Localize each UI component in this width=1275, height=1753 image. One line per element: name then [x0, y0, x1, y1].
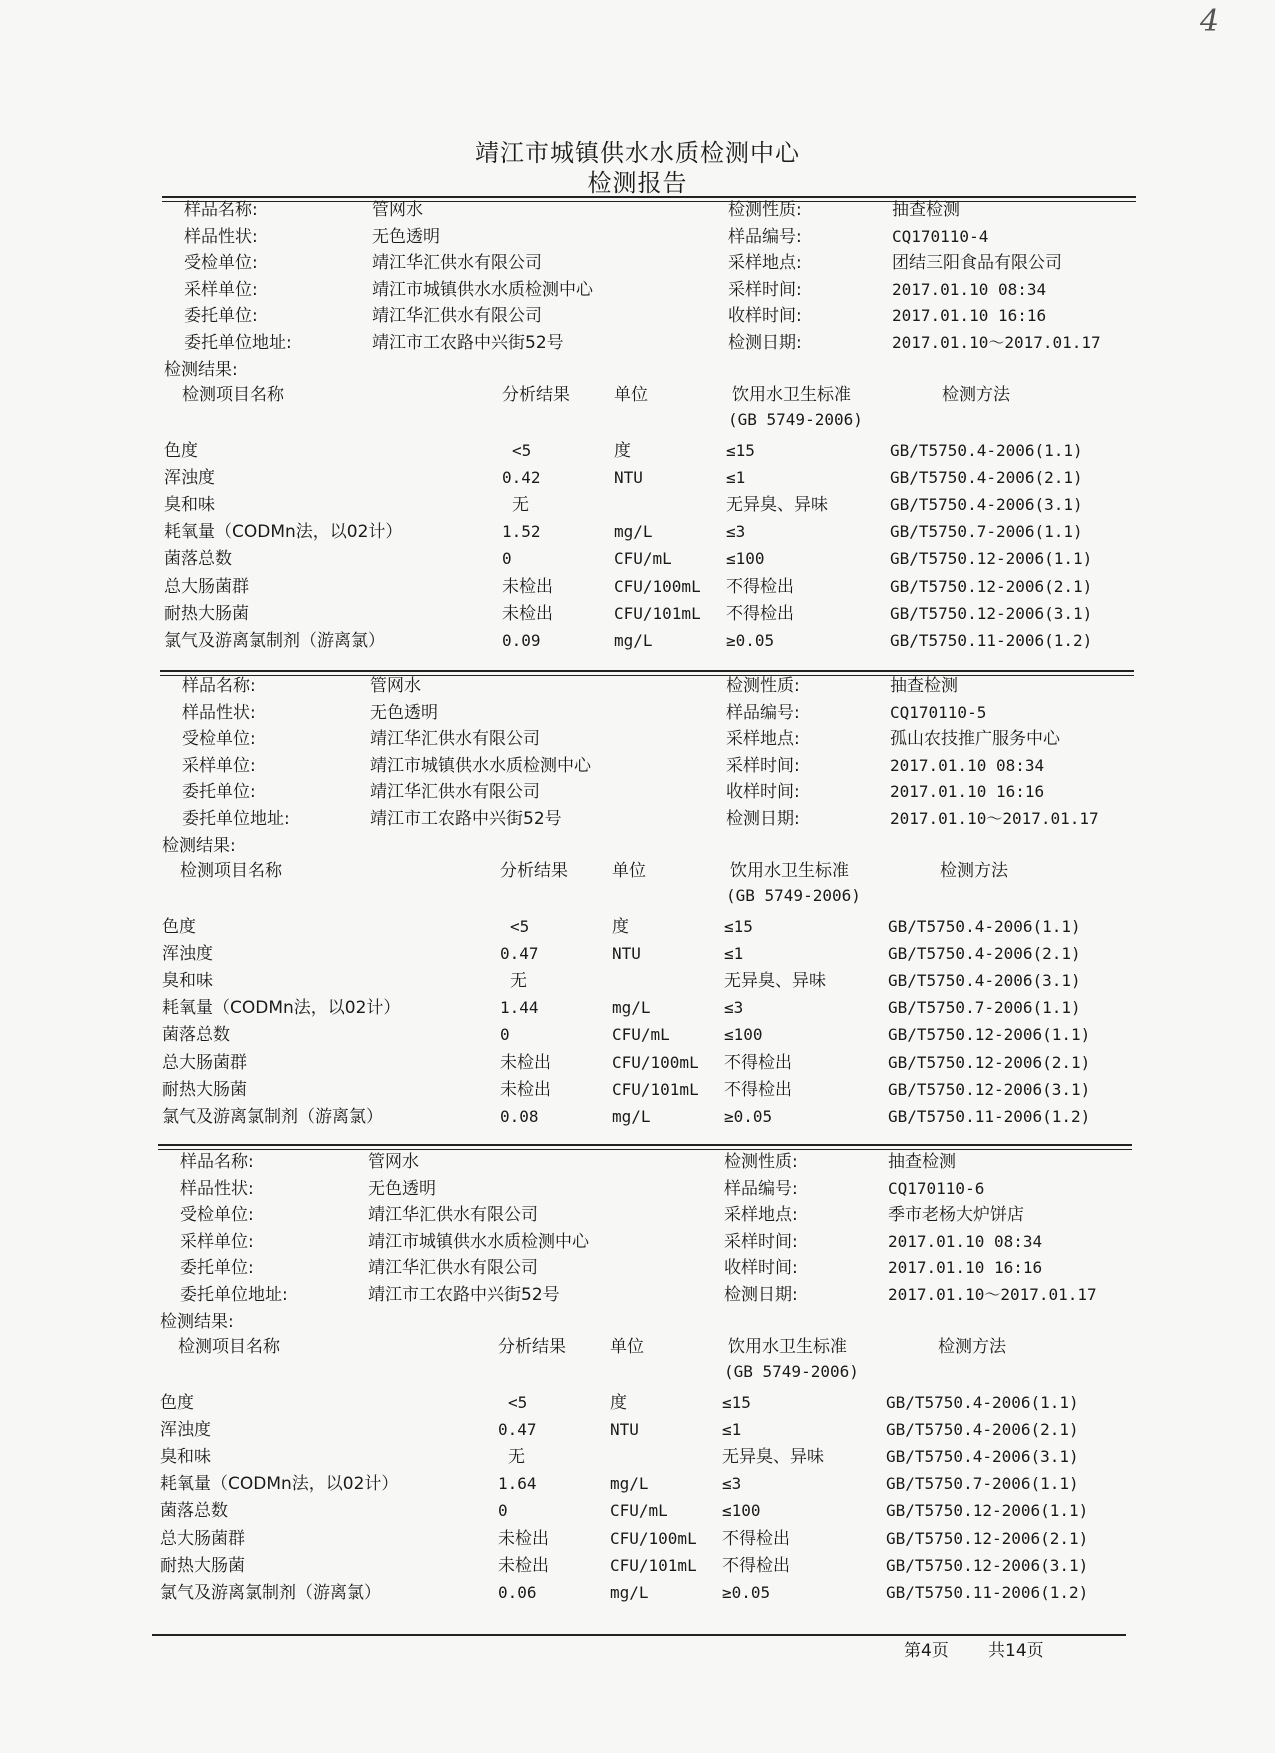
item-name: 氯气及游离氯制剂（游离氯）: [160, 1583, 381, 1603]
item-result: 0.42: [502, 467, 541, 487]
field-value-receive-time: 2017.01.10 16:16: [892, 306, 1047, 326]
item-name: 菌落总数: [164, 549, 232, 570]
field-label-sampling-time: 采样时间:: [724, 1231, 798, 1252]
item-method: GB/T5750.12-2006(2.1): [888, 1052, 1091, 1072]
item-result: 1.52: [502, 522, 541, 542]
info-row: [0, 250, 1275, 276]
item-unit: CFU/101mL: [614, 603, 701, 623]
col-header-standard: 饮用水卫生标准: [728, 1336, 847, 1357]
item-result: 未检出: [502, 576, 553, 597]
item-standard: 无异臭、异味: [726, 495, 828, 515]
result-row: [0, 492, 1275, 518]
field-value-sampling-time: 2017.01.10 08:34: [888, 1231, 1043, 1251]
item-name: 总大肠菌群: [160, 1528, 245, 1549]
field-value-sample-state: 无色透明: [370, 702, 438, 723]
col-header-result: 分析结果: [500, 860, 568, 881]
item-name: 总大肠菌群: [164, 576, 249, 597]
item-standard: 不得检出: [722, 1555, 790, 1576]
results-heading: 检测结果:: [160, 1311, 234, 1332]
field-label-inspected-unit: 受检单位:: [182, 729, 256, 750]
field-label-sample-state: 样品性状:: [180, 1178, 254, 1199]
info-row: [0, 726, 1275, 752]
item-unit: NTU: [610, 1419, 639, 1439]
item-method: GB/T5750.4-2006(2.1): [890, 467, 1083, 487]
item-name: 臭和味: [164, 495, 215, 515]
field-value-sampling-time: 2017.01.10 08:34: [892, 279, 1047, 299]
item-standard: 不得检出: [722, 1528, 790, 1549]
field-value-sample-name: 管网水: [372, 200, 423, 220]
item-standard: 不得检出: [724, 1079, 792, 1100]
item-method: GB/T5750.12-2006(3.1): [888, 1079, 1091, 1099]
item-unit: CFU/100mL: [614, 576, 701, 596]
field-label-sample-state: 样品性状:: [184, 226, 258, 247]
item-result: <5: [510, 916, 530, 936]
field-label-sampling-site: 采样地点:: [724, 1205, 798, 1226]
item-standard: 不得检出: [726, 603, 794, 624]
field-value-client-address: 靖江市工农路中兴街52号: [370, 809, 562, 829]
field-label-receive-time: 收样时间:: [724, 1258, 798, 1279]
item-standard: ≥0.05: [724, 1107, 773, 1126]
col-header-standard-sub: (GB 5749-2006): [728, 409, 863, 429]
field-label-test-date: 检测日期:: [728, 333, 802, 353]
result-row: [0, 465, 1275, 491]
col-header-item: 检测项目名称: [180, 860, 282, 881]
footer-total-pages: 共14页: [988, 1641, 1044, 1661]
result-row: [0, 941, 1275, 967]
result-row: [0, 1390, 1275, 1416]
field-value-inspected-unit: 靖江华汇供水有限公司: [372, 253, 542, 274]
item-result: <5: [508, 1392, 528, 1412]
item-name: 臭和味: [160, 1447, 211, 1467]
info-row: [0, 1176, 1275, 1202]
field-label-sampling-unit: 采样单位:: [180, 1231, 254, 1252]
field-label-sample-name: 样品名称:: [184, 200, 258, 220]
item-result: 1.44: [500, 998, 539, 1018]
result-row: [0, 1417, 1275, 1443]
field-label-sample-name: 样品名称:: [182, 676, 256, 696]
item-method: GB/T5750.12-2006(3.1): [886, 1555, 1089, 1575]
item-unit: CFU/mL: [612, 1025, 670, 1045]
info-row: [0, 753, 1275, 779]
item-method: GB/T5750.4-2006(2.1): [886, 1419, 1079, 1439]
item-method: GB/T5750.4-2006(3.1): [888, 971, 1081, 990]
field-value-client-unit: 靖江华汇供水有限公司: [368, 1258, 538, 1279]
info-row: [0, 277, 1275, 303]
field-value-inspected-unit: 靖江华汇供水有限公司: [368, 1205, 538, 1226]
item-standard: ≥0.05: [722, 1583, 771, 1602]
item-unit: 度: [610, 1392, 627, 1413]
field-value-sample-name: 管网水: [368, 1152, 419, 1172]
col-header-standard-sub: (GB 5749-2006): [724, 1361, 859, 1381]
field-label-test-date: 检测日期:: [726, 809, 800, 829]
item-name: 色度: [160, 1392, 194, 1413]
info-row: [0, 779, 1275, 805]
item-method: GB/T5750.11-2006(1.2): [890, 631, 1093, 650]
results-heading-row: [0, 357, 1275, 383]
field-label-client-unit: 委托单位:: [184, 306, 258, 327]
info-row: [0, 303, 1275, 329]
item-method: GB/T5750.4-2006(2.1): [888, 943, 1081, 963]
field-label-client-address: 委托单位地址:: [184, 333, 292, 353]
item-standard: ≥0.05: [726, 631, 775, 650]
field-value-sample-no: CQ170110-5: [890, 702, 987, 722]
results-heading-row: [0, 833, 1275, 859]
field-value-test-date: 2017.01.10～2017.01.17: [892, 333, 1101, 352]
item-name: 总大肠菌群: [162, 1052, 247, 1073]
field-label-sampling-time: 采样时间:: [726, 755, 800, 776]
field-value-sample-no: CQ170110-4: [892, 226, 989, 246]
item-method: GB/T5750.7-2006(1.1): [890, 522, 1083, 542]
result-row: [0, 546, 1275, 572]
item-name: 色度: [162, 916, 196, 937]
item-result: 0: [502, 549, 512, 569]
item-result: 1.64: [498, 1474, 537, 1494]
field-label-sampling-site: 采样地点:: [726, 729, 800, 750]
col-header-standard: 饮用水卫生标准: [730, 860, 849, 881]
column-header-sub-row: [0, 1359, 1275, 1385]
col-header-method: 检测方法: [938, 1336, 1006, 1357]
column-header-row: [0, 858, 1275, 884]
item-method: GB/T5750.7-2006(1.1): [886, 1474, 1079, 1494]
item-standard: ≤1: [726, 467, 746, 487]
result-row: [0, 1444, 1275, 1470]
item-result: 无: [512, 495, 529, 515]
item-standard: ≤15: [724, 916, 753, 936]
result-row: [0, 1050, 1275, 1076]
info-row: [0, 1255, 1275, 1281]
field-label-client-address: 委托单位地址:: [180, 1285, 288, 1305]
col-header-method: 检测方法: [942, 384, 1010, 405]
item-method: GB/T5750.12-2006(3.1): [890, 603, 1093, 623]
field-value-sampling-site: 孤山农技推广服务中心: [890, 729, 1060, 750]
field-label-receive-time: 收样时间:: [728, 306, 802, 327]
column-header-row: [0, 382, 1275, 408]
item-unit: mg/L: [614, 522, 653, 542]
field-value-test-date: 2017.01.10～2017.01.17: [890, 809, 1099, 828]
field-value-sample-state: 无色透明: [372, 226, 440, 247]
col-header-item: 检测项目名称: [182, 384, 284, 405]
field-label-sample-no: 样品编号:: [724, 1178, 798, 1199]
col-header-standard: 饮用水卫生标准: [732, 384, 851, 405]
item-standard: ≤100: [722, 1501, 761, 1521]
item-unit: 度: [612, 916, 629, 937]
item-result: 未检出: [498, 1528, 549, 1549]
column-header-sub-row: [0, 407, 1275, 433]
item-standard: ≤15: [726, 440, 755, 460]
item-unit: mg/L: [610, 1474, 649, 1494]
result-row: [0, 1526, 1275, 1552]
field-value-sampling-site: 季市老杨大炉饼店: [888, 1205, 1024, 1226]
item-standard: 不得检出: [724, 1052, 792, 1073]
section-rule: [160, 670, 1134, 672]
item-method: GB/T5750.4-2006(1.1): [890, 440, 1083, 460]
item-result: 0: [500, 1025, 510, 1045]
item-unit: CFU/101mL: [612, 1079, 699, 1099]
result-row: [0, 1580, 1275, 1606]
col-header-standard-sub: (GB 5749-2006): [726, 885, 861, 905]
item-unit: NTU: [612, 943, 641, 963]
item-unit: NTU: [614, 467, 643, 487]
result-row: [0, 995, 1275, 1021]
item-method: GB/T5750.12-2006(1.1): [890, 549, 1093, 569]
info-row: [0, 806, 1275, 832]
field-value-sample-state: 无色透明: [368, 1178, 436, 1199]
field-value-receive-time: 2017.01.10 16:16: [888, 1258, 1043, 1278]
item-method: GB/T5750.12-2006(1.1): [886, 1501, 1089, 1521]
item-result: 0: [498, 1501, 508, 1521]
field-value-test-date: 2017.01.10～2017.01.17: [888, 1285, 1097, 1304]
item-method: GB/T5750.11-2006(1.2): [886, 1583, 1089, 1602]
item-method: GB/T5750.12-2006(2.1): [886, 1528, 1089, 1548]
item-name: 耐热大肠菌: [160, 1555, 245, 1576]
info-row: [0, 330, 1275, 356]
item-name: 耗氧量（CODMn法，以02计）: [164, 522, 403, 543]
footer-page-number: 第4页: [904, 1641, 949, 1661]
result-row: [0, 438, 1275, 464]
item-method: GB/T5750.4-2006(1.1): [888, 916, 1081, 936]
item-standard: ≤100: [724, 1025, 763, 1045]
info-row: [0, 224, 1275, 250]
item-name: 氯气及游离氯制剂（游离氯）: [164, 631, 385, 651]
item-standard: ≤15: [722, 1392, 751, 1412]
field-label-test-nature: 检测性质:: [728, 200, 802, 220]
field-label-client-unit: 委托单位:: [182, 782, 256, 803]
col-header-result: 分析结果: [502, 384, 570, 405]
info-row: [0, 673, 1275, 699]
field-label-test-nature: 检测性质:: [724, 1152, 798, 1172]
result-row: [0, 1022, 1275, 1048]
item-name: 菌落总数: [160, 1501, 228, 1522]
field-label-sampling-unit: 采样单位:: [184, 279, 258, 300]
field-value-receive-time: 2017.01.10 16:16: [890, 782, 1045, 802]
item-method: GB/T5750.12-2006(2.1): [890, 576, 1093, 596]
field-value-test-nature: 抽查检测: [892, 200, 960, 220]
item-name: 耗氧量（CODMn法，以02计）: [160, 1474, 399, 1495]
item-method: GB/T5750.12-2006(1.1): [888, 1025, 1091, 1045]
item-result: 无: [508, 1447, 525, 1467]
field-value-sample-name: 管网水: [370, 676, 421, 696]
field-label-client-unit: 委托单位:: [180, 1258, 254, 1279]
result-row: [0, 628, 1275, 654]
col-header-item: 检测项目名称: [178, 1336, 280, 1357]
item-unit: CFU/101mL: [610, 1555, 697, 1575]
item-result: 0.08: [500, 1107, 539, 1126]
info-row: [0, 1282, 1275, 1308]
item-unit: CFU/100mL: [612, 1052, 699, 1072]
field-label-inspected-unit: 受检单位:: [184, 253, 258, 274]
info-row: [0, 1149, 1275, 1175]
item-result: <5: [512, 440, 532, 460]
col-header-result: 分析结果: [498, 1336, 566, 1357]
item-unit: mg/L: [612, 998, 651, 1018]
item-result: 未检出: [502, 603, 553, 624]
item-name: 臭和味: [162, 971, 213, 991]
item-name: 耗氧量（CODMn法，以02计）: [162, 998, 401, 1019]
info-row: [0, 1202, 1275, 1228]
result-row: [0, 1077, 1275, 1103]
field-label-sampling-unit: 采样单位:: [182, 755, 256, 776]
item-name: 菌落总数: [162, 1025, 230, 1046]
field-label-sampling-site: 采样地点:: [728, 253, 802, 274]
item-unit: 度: [614, 440, 631, 461]
item-unit: mg/L: [614, 631, 653, 650]
item-name: 耐热大肠菌: [164, 603, 249, 624]
result-row: [0, 1471, 1275, 1497]
item-standard: ≤3: [726, 522, 746, 542]
item-name: 浑浊度: [164, 467, 215, 488]
item-result: 未检出: [500, 1052, 551, 1073]
field-label-sampling-time: 采样时间:: [728, 279, 802, 300]
result-row: [0, 1553, 1275, 1579]
result-row: [0, 968, 1275, 994]
info-row: [0, 1229, 1275, 1255]
item-result: 0.47: [500, 943, 539, 963]
item-name: 浑浊度: [160, 1419, 211, 1440]
field-value-client-unit: 靖江华汇供水有限公司: [372, 306, 542, 327]
item-standard: ≤3: [722, 1474, 742, 1494]
item-method: GB/T5750.4-2006(3.1): [890, 495, 1083, 514]
results-heading: 检测结果:: [162, 835, 236, 856]
field-value-sampling-unit: 靖江市城镇供水水质检测中心: [370, 755, 591, 776]
field-label-inspected-unit: 受检单位:: [180, 1205, 254, 1226]
field-label-sample-name: 样品名称:: [180, 1152, 254, 1172]
footer-rule: [152, 1634, 1126, 1636]
item-method: GB/T5750.4-2006(1.1): [886, 1392, 1079, 1412]
section-rule: [158, 1144, 1132, 1146]
field-value-client-unit: 靖江华汇供水有限公司: [370, 782, 540, 803]
result-row: [0, 1498, 1275, 1524]
field-value-client-address: 靖江市工农路中兴街52号: [372, 333, 564, 353]
field-label-sample-no: 样品编号:: [728, 226, 802, 247]
item-standard: ≤1: [724, 943, 744, 963]
field-value-sampling-site: 团结三阳食品有限公司: [892, 253, 1062, 274]
field-label-client-address: 委托单位地址:: [182, 809, 290, 829]
result-row: [0, 1104, 1275, 1130]
field-value-inspected-unit: 靖江华汇供水有限公司: [370, 729, 540, 750]
results-heading: 检测结果:: [164, 359, 238, 380]
field-label-receive-time: 收样时间:: [726, 782, 800, 803]
col-header-unit: 单位: [614, 384, 648, 405]
item-result: 未检出: [500, 1079, 551, 1100]
col-header-method: 检测方法: [940, 860, 1008, 881]
item-result: 无: [510, 971, 527, 991]
field-label-test-nature: 检测性质:: [726, 676, 800, 696]
item-unit: CFU/mL: [614, 549, 672, 569]
item-method: GB/T5750.11-2006(1.2): [888, 1107, 1091, 1126]
field-value-sampling-time: 2017.01.10 08:34: [890, 755, 1045, 775]
item-result: 0.47: [498, 1419, 537, 1439]
field-value-test-nature: 抽查检测: [888, 1152, 956, 1172]
item-name: 浑浊度: [162, 943, 213, 964]
column-header-sub-row: [0, 883, 1275, 909]
item-name: 耐热大肠菌: [162, 1079, 247, 1100]
field-label-test-date: 检测日期:: [724, 1285, 798, 1305]
field-value-sample-no: CQ170110-6: [888, 1178, 985, 1198]
field-value-client-address: 靖江市工农路中兴街52号: [368, 1285, 560, 1305]
item-result: 未检出: [498, 1555, 549, 1576]
field-label-sample-no: 样品编号:: [726, 702, 800, 723]
item-unit: mg/L: [612, 1107, 651, 1126]
result-row: [0, 601, 1275, 627]
field-value-sampling-unit: 靖江市城镇供水水质检测中心: [368, 1231, 589, 1252]
info-row: [0, 197, 1275, 223]
item-unit: CFU/100mL: [610, 1528, 697, 1548]
field-value-test-nature: 抽查检测: [890, 676, 958, 696]
info-row: [0, 700, 1275, 726]
item-unit: CFU/mL: [610, 1501, 668, 1521]
results-heading-row: [0, 1309, 1275, 1335]
item-name: 色度: [164, 440, 198, 461]
column-header-row: [0, 1334, 1275, 1360]
col-header-unit: 单位: [610, 1336, 644, 1357]
item-method: GB/T5750.7-2006(1.1): [888, 998, 1081, 1018]
item-method: GB/T5750.4-2006(3.1): [886, 1447, 1079, 1466]
item-standard: 无异臭、异味: [724, 971, 826, 991]
report-title: 靖江市城镇供水水质检测中心: [475, 139, 800, 167]
item-standard: 无异臭、异味: [722, 1447, 824, 1467]
item-standard: ≤100: [726, 549, 765, 569]
item-result: 0.06: [498, 1583, 537, 1602]
item-result: 0.09: [502, 631, 541, 650]
result-row: [0, 519, 1275, 545]
handwritten-page-mark: 4: [1200, 4, 1220, 39]
item-name: 氯气及游离氯制剂（游离氯）: [162, 1107, 383, 1127]
field-label-sample-state: 样品性状:: [182, 702, 256, 723]
item-unit: mg/L: [610, 1583, 649, 1602]
result-row: [0, 574, 1275, 600]
field-value-sampling-unit: 靖江市城镇供水水质检测中心: [372, 279, 593, 300]
item-standard: ≤1: [722, 1419, 742, 1439]
item-standard: ≤3: [724, 998, 744, 1018]
report-subtitle: 检测报告: [587, 169, 688, 197]
col-header-unit: 单位: [612, 860, 646, 881]
result-row: [0, 914, 1275, 940]
item-standard: 不得检出: [726, 576, 794, 597]
